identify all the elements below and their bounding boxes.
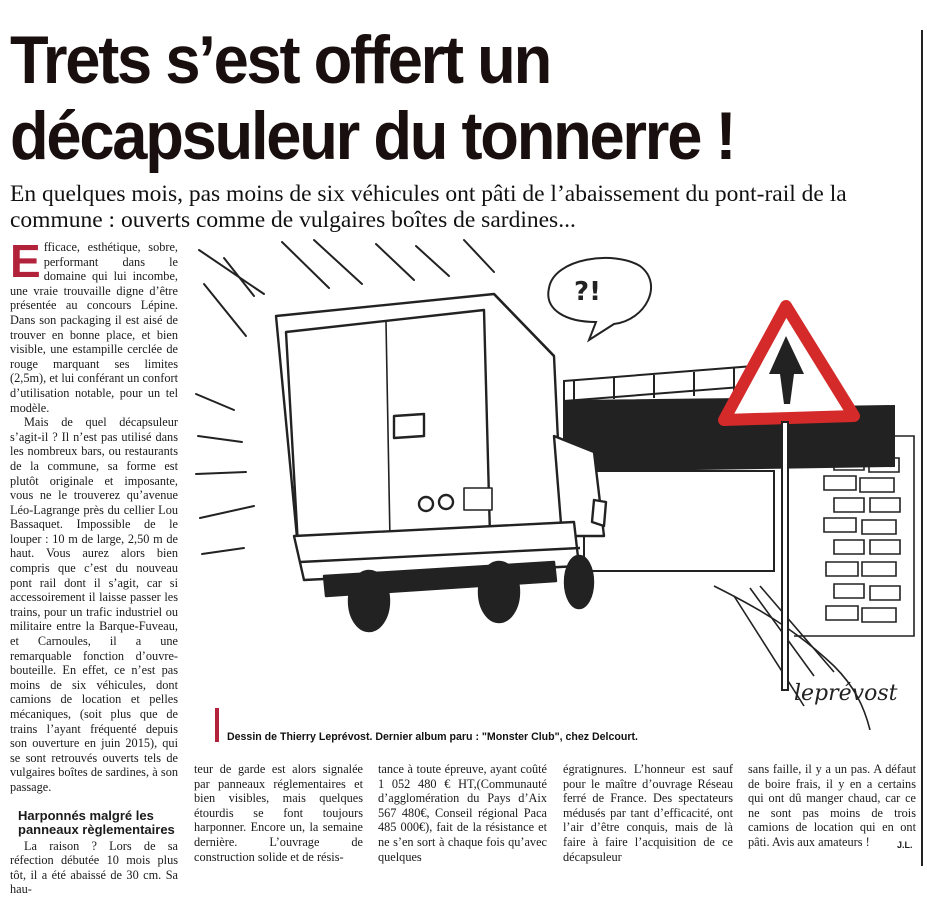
illustration-caption: Dessin de Thierry Leprévost. Dernier album paru : "Monster Club", chez Delcourt. — [227, 731, 638, 743]
speech-bubble — [548, 258, 651, 340]
paragraph-intro-text: fficace, esthétique, sobre, performant dans le domaine qui lui incombe, une vraie trouvaille digne d’être présentée au concours Lépine. Dans son packaging il est aisé de trouver en bonne place, et bien visible, une estampille cerclée de rouge marquant ses limites (2,5m), et lui conférant un confort d’utilisation notable, pour un tel modèle. — [10, 240, 178, 415]
headline-line-2: décapsuleur du tonnerre ! — [10, 98, 735, 174]
article-column-1 — [10, 235, 178, 897]
paragraph-intro — [10, 235, 178, 415]
headline — [10, 22, 847, 174]
paragraph-3: La raison ? Lors de sa réfection débutée 10 mois plus tôt, il a été abaissé de 30 cm. Sa hau- — [10, 838, 178, 897]
headline-line-1: Trets s’est offert un — [10, 22, 550, 98]
subhead: En quelques mois, pas moins de six véhicules ont pâti de l’abaissement du pont-rail de la commune : ouverts comme de vulgaires boîtes de sardines... — [10, 181, 847, 233]
article-column-2: teur de garde est alors signalée par panneaux réglementaires et bien visibles, mais quelques étourdis se font toujours harponner. Encore un, la semaine dernière. L’ouvrage de construction solide et de résis- — [194, 762, 363, 864]
section-subtitle: Harponnés malgré les panneaux règlementaires — [18, 807, 175, 837]
column-rule — [921, 30, 923, 866]
speech-bubble-text: ?! — [574, 277, 601, 307]
artist-signature: leprévost — [794, 681, 898, 706]
road — [714, 586, 870, 730]
article-column-4: égratignures. L’honneur est sauf pour le maître d’ouvrage Réseau ferré de France. Des spectateurs médusés par tant d’efficacité, ont l’air d’être conquis, mais de là faire à faire l’acquisition de ce décapsuleur — [563, 762, 733, 864]
caption-accent-bar — [215, 708, 219, 742]
paragraph-2: Mais de quel décapsuleur s’agit-il ? Il n’est pas utilisé dans les nombreux bars, ou restaurants de la commune, sa forme est plutôt originale et imposante, vous ne le trouverez qu’avenue Léo-Lagrange près du cellier Lou Bassaquet. Impossible de le louper : 10 m de large, 2,50 m de haut. Vous aurez alors bien compris que c’est du nouveau pont rail dont il s’agit, car si accessoirement il laisse passer les trains, pour un trafic industriel ou militaire entre la Barque-Fuveau, et Carnoules, il a une remarquable fonction d’ouvre-bouteille. En effet, ce n’est pas moins de six véhicules, dont camions de location et pelles mécaniques, (soit plus que de trains l’ayant fréquenté depuis son ouverture en juin 2015), qui se sont retrouvés ouverts tels de vulgaires boîtes de sardines, à son passage. — [10, 415, 178, 794]
dropcap: E — [10, 235, 41, 287]
article-column-3: tance à toute épreuve, ayant coûté 1 052 480 € HT,(Communauté d’agglomération du Pays d’Aix 567 480€, Conseil régional Paca 485 000€), fait de la résistance et ne s’en sort à chaque fois qu’avec quelques — [378, 762, 547, 864]
author-signature: J.L. — [897, 840, 913, 850]
truck — [276, 294, 606, 631]
cartoon-illustration — [194, 236, 919, 730]
article-column-5: sans faille, il y a un pas. A défaut de boire frais, il y en a certains qui ont dû manger chaud, car ce ne sont pas moins de trois camions de location qui en ont pâti. Avis aux amateurs ! — [748, 762, 916, 849]
